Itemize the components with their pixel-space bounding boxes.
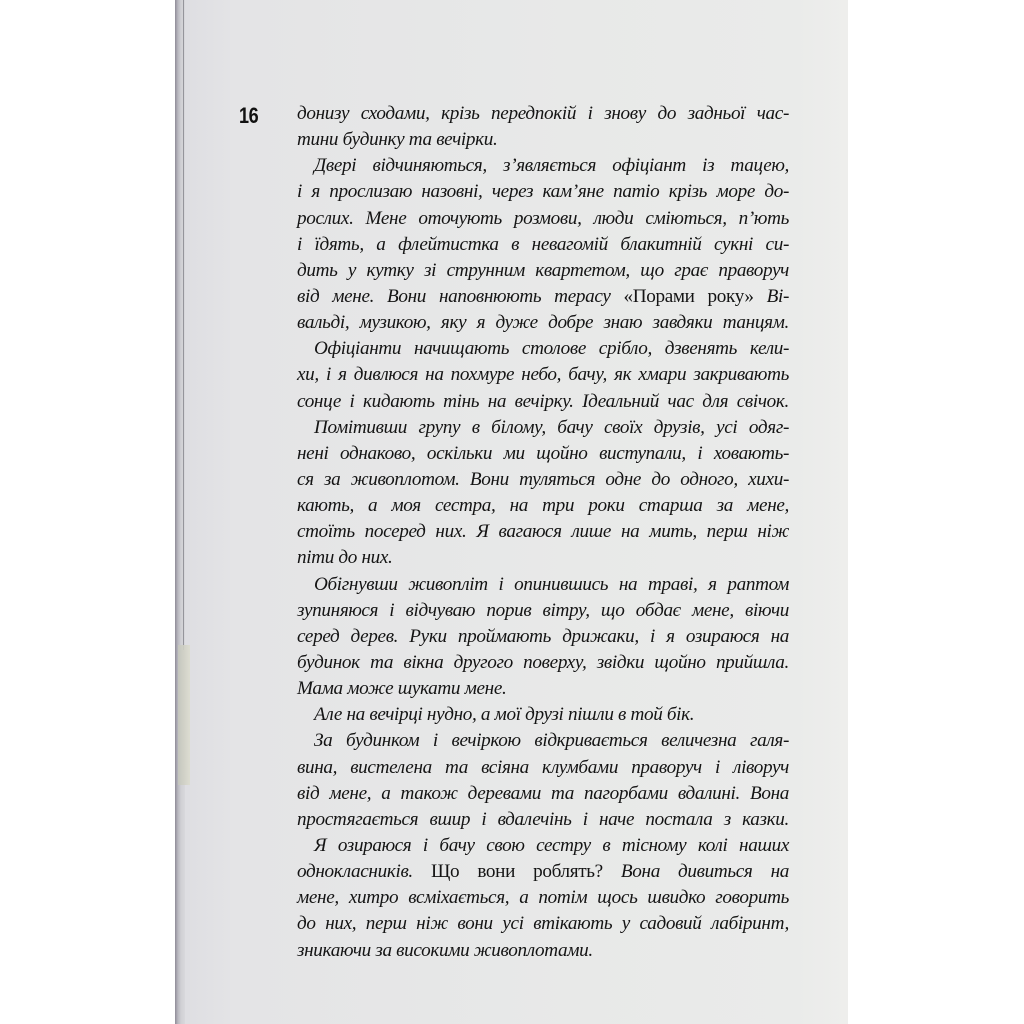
upright-text-span: Що вони роблять? xyxy=(430,861,603,883)
text-line: мене, хитро всміхається, а потім щось швидко говорить xyxy=(297,887,789,909)
text-line: будинок та вікна другого поверху, звідки щойно прийшла. xyxy=(297,651,789,673)
binding-highlight xyxy=(178,645,190,785)
text-line: від мене, а також деревами та пагорбами вдалині. Вона xyxy=(297,782,789,804)
text-line: зникаючи за високими живоплотами. xyxy=(297,939,593,961)
text-line: хи, і я дивлюся на похмуре небо, бачу, як хмари закривають xyxy=(297,364,789,386)
italic-text-span: Вона дивиться на xyxy=(602,861,790,883)
text-line: піти до них. xyxy=(297,547,393,569)
text-line: тини будинку та вечірки. xyxy=(297,129,498,151)
italic-text-span: від мене. Вони наповнюють терасу xyxy=(297,285,624,307)
text-line: Я озираюся і бачу свою сестру в тісному колі наших xyxy=(314,834,789,856)
text-line: і їдять, а флейтистка в невагомій блакитній сукні си- xyxy=(297,233,789,255)
text-line xyxy=(297,284,789,310)
text-line: серед дерев. Руки проймають дрижаки, і я озираюся на xyxy=(297,625,789,647)
text-line: дить у кутку зі струнним квартетом, що грає праворуч xyxy=(297,259,789,281)
text-line: вина, вистелена та всіяна клумбами праворуч і ліворуч xyxy=(297,756,789,778)
body-text xyxy=(297,101,789,964)
text-line: Але на вечірці нудно, а мої друзі пішли в той бік. xyxy=(314,704,695,726)
text-line: Мама може шукати мене. xyxy=(297,678,507,700)
text-line: нені однаково, оскільки ми щойно виступали, і ховають- xyxy=(297,442,789,464)
text-line: до них, перш ніж вони усі втікають у садовий лабіринт, xyxy=(297,913,789,935)
text-line: Офіціанти начищають столове срібло, дзвенять кели- xyxy=(314,338,789,360)
italic-text-span: Ві- xyxy=(753,285,790,307)
text-line: Помітивши групу в білому, бачу своїх друзів, усі одяг- xyxy=(314,416,789,438)
text-line: простягається вшир і вдалечінь і наче постала з казки. xyxy=(297,808,789,830)
text-line: За будинком і вечіркою відкривається величезна галя- xyxy=(314,730,789,752)
text-line: Обігнувши живопліт і опинившись на траві, я раптом xyxy=(314,573,789,595)
binding-line xyxy=(183,0,184,650)
text-line: донизу сходами, крізь передпокій і знову до задньої час- xyxy=(297,103,789,124)
page-number: 16 xyxy=(239,103,259,128)
text-line: зупиняюся і відчуваю порив вітру, що обдає мене, віючи xyxy=(297,599,789,621)
text-line: сонце і кидають тінь на вечірку. Ідеальний час для свічок. xyxy=(297,390,789,412)
text-line xyxy=(297,859,789,885)
text-line: вальді, музикою, яку я дуже добре знаю завдяки танцям. xyxy=(297,312,789,334)
text-line: Двері відчиняються, з’являється офіціант із тацею, xyxy=(314,155,789,177)
text-line: ся за живоплотом. Вони туляться одне до одного, хихи- xyxy=(297,468,789,490)
text-line: стоїть посеред них. Я вагаюся лише на мить, перш ніж xyxy=(297,521,789,543)
upright-text-span: «Порами року» xyxy=(623,285,754,307)
text-line: рослих. Мене оточують розмови, люди сміються, п’ють xyxy=(297,207,789,229)
text-line: і я прослизаю назовні, через кам’яне патіо крізь море до- xyxy=(297,181,789,203)
text-line: кають, а моя сестра, на три роки старша за мене, xyxy=(297,495,789,517)
italic-text-span: однокласників. xyxy=(297,861,431,883)
